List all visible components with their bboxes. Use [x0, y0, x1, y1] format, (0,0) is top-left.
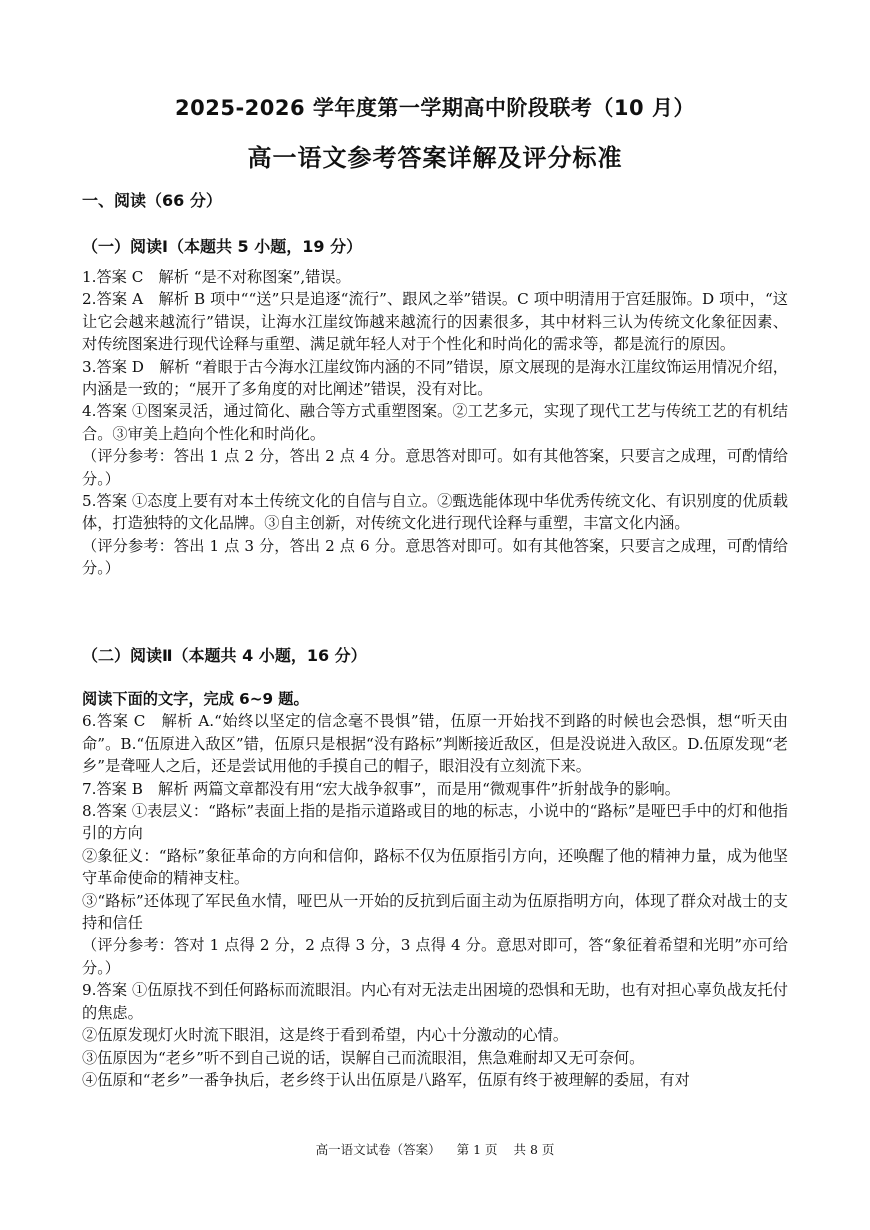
document-title: 2025-2026 学年度第一学期高中阶段联考（10 月） — [175, 96, 695, 120]
scoring-note: （评分参考：答对 1 点得 2 分，2 点得 3 分，3 点得 4 分。意思对即可，答“象征着希望和光明”亦可给分。） — [82, 936, 788, 977]
answer-item: 6.答案 C 解析 A.“始终以坚定的信念毫不畏惧”错，伍原一开始找不到路的时候也会恐惧，想“听天由命”。B.“伍原进入敌区”错，伍原只是根据“没有路标”判断接近敌区，但是没说进入敌区。D.伍原发现“老乡”是聋哑人之后，还是尝试用他的手摸自己的帽子，眼泪没有立刻流下来。 — [82, 712, 788, 776]
footer-doc-name: 高一语文试卷（答案） — [315, 1142, 441, 1157]
answer-point: ②伍原发现灯火时流下眼泪，这是终于看到希望，内心十分激动的心情。 — [82, 1026, 568, 1045]
footer-page-number: 第 1 页 — [456, 1142, 498, 1157]
scoring-note: （评分参考：答出 1 点 3 分，答出 2 点 6 分。意思答对即可。如有其他答案，只要言之成理，可酌情给分。） — [82, 536, 788, 578]
answer-point: ②象征义：“路标”象征革命的方向和信仰，路标不仅为伍原指引方向，还唤醒了他的精神力量，成为他坚守革命使命的精神支柱。 — [82, 846, 788, 888]
answers-block-part2 — [82, 688, 788, 1091]
answer-item: 5.答案 ①态度上要有对本土传统文化的自信与自立。②甄选能体现中华优秀传统文化、有识别度的优质载体，打造独特的文化品牌。③自主创新，对传统文化进行现代诠释与重塑，丰富文化内涵。 — [82, 492, 788, 533]
answer-item: 4.答案 ①图案灵活，通过简化、融合等方式重塑图案。②工艺多元，实现了现代工艺与传统工艺的有机结合。③审美上趋向个性化和时尚化。 — [82, 402, 788, 443]
answer-item: 1.答案 C 解析 “是不对称图案”,错误。 — [82, 268, 351, 286]
page-footer — [0, 1140, 870, 1158]
answer-item: 9.答案 ①伍原找不到任何路标而流眼泪。内心有对无法走出困境的恐惧和无助，也有对担心辜负战友托付的焦虑。 — [82, 981, 788, 1022]
part-heading-reading-2: （二）阅读Ⅱ（本题共 4 小题，16 分） — [82, 646, 367, 665]
part-heading-reading-1: （一）阅读Ⅰ（本题共 5 小题，19 分） — [82, 237, 363, 256]
answer-item: 2.答案 A 解析 B 项中““送”只是追逐“流行”、跟风之举”错误。C 项中明清用于宫廷服饰。D 项中，“这让它会越来越流行”错误，让海水江崖纹饰越来越流行的因素很多，其中材料三认为传统文化象征因素、对传统图案进行现代诠释与重塑、满足就年轻人对于个性化和时尚化的需求等，都是流行的原因。 — [82, 290, 788, 354]
scoring-note: （评分参考：答出 1 点 2 分，答出 2 点 4 分。意思答对即可。如有其他答案，只要言之成理，可酌情给分。） — [82, 447, 788, 488]
section-heading-reading: 一、阅读（66 分） — [82, 191, 222, 210]
answers-block-part1 — [82, 266, 788, 580]
footer-page-total: 共 8 页 — [513, 1142, 555, 1157]
answer-item: 7.答案 B 解析 两篇文章都没有用“宏大战争叙事”，而是用“微观事件”折射战争的影响。 — [82, 779, 680, 798]
answer-item: 3.答案 D 解析 “着眼于古今海水江崖纹饰内涵的不同”错误，原文展现的是海水江崖纹饰运用情况介绍，内涵是一致的；“展开了多角度的对比阐述”错误，没有对比。 — [82, 357, 788, 399]
answer-point: ③伍原因为“老乡”听不到自己说的话，误解自己而流眼泪，焦急难耐却又无可奈何。 — [82, 1048, 645, 1067]
reading-instruction: 阅读下面的文字，完成 6~9 题。 — [82, 690, 309, 708]
answer-point: ④伍原和“老乡”一番争执后，老乡终于认出伍原是八路军，伍原有终于被理解的委屈，有对 — [82, 1070, 690, 1089]
answer-point: ③“路标”还体现了军民鱼水情，哑巴从一开始的反抗到后面主动为伍原指明方向，体现了群众对战士的支持和信任 — [82, 891, 788, 933]
answer-item: 8.答案 ①表层义：“路标”表面上指的是指示道路或目的地的标志，小说中的“路标”是哑巴手中的灯和他指引的方向 — [82, 802, 788, 843]
document-subtitle: 高一语文参考答案详解及评分标准 — [247, 144, 623, 172]
